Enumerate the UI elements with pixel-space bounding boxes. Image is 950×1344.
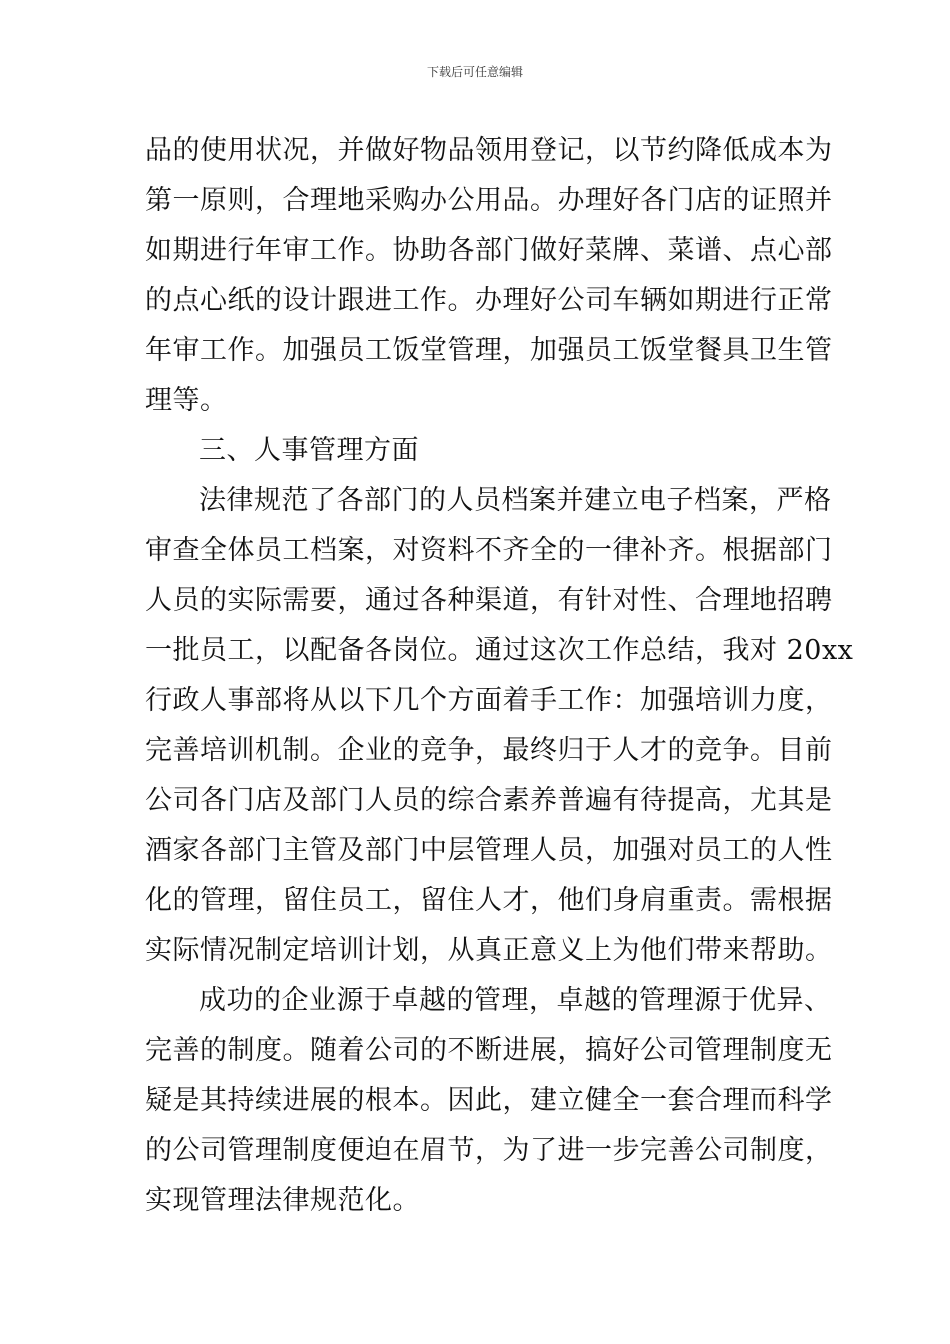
text-line: 化的管理，留住员工，留住人才，他们身肩重责。需根据 [145, 885, 833, 916]
text-line: 公司各门店及部门人员的综合素养普遍有待提高，尤其是 [145, 785, 833, 816]
text-line: 品的使用状况，并做好物品领用登记，以节约降低成本为 [145, 135, 833, 166]
text-line: 一批员工，以配备各岗位。通过这次工作总结，我对 20xx [145, 635, 854, 666]
text-line: 人员的实际需要，通过各种渠道，有针对性、合理地招聘 [145, 585, 833, 616]
text-line: 成功的企业源于卓越的管理，卓越的管理源于优异、 [199, 985, 832, 1016]
text-line: 实际情况制定培训计划，从真正意义上为他们带来帮助。 [145, 935, 833, 966]
text-line: 实现管理法律规范化。 [145, 1185, 420, 1216]
text-line: 酒家各部门主管及部门中层管理人员，加强对员工的人性 [145, 835, 833, 866]
text-line: 完善的制度。随着公司的不断进展，搞好公司管理制度无 [145, 1035, 833, 1066]
text-line: 行政人事部将从以下几个方面着手工作：加强培训力度， [145, 685, 833, 716]
text-line: 完善培训机制。企业的竞争，最终归于人才的竞争。目前 [145, 735, 833, 766]
text-line: 的点心纸的设计跟进工作。办理好公司车辆如期进行正常 [145, 285, 833, 316]
section-heading: 三、人事管理方面 [199, 435, 419, 466]
text-line: 如期进行年审工作。协助各部门做好菜牌、菜谱、点心部 [145, 235, 833, 266]
text-line: 疑是其持续进展的根本。因此，建立健全一套合理而科学 [145, 1085, 833, 1116]
text-line: 的公司管理制度便迫在眉节，为了进一步完善公司制度， [145, 1135, 833, 1166]
text-line: 第一原则，合理地采购办公用品。办理好各门店的证照并 [145, 185, 833, 216]
text-line: 理等。 [145, 385, 228, 416]
page-header: 下载后可任意编辑 [426, 65, 523, 79]
text-line: 年审工作。加强员工饭堂管理，加强员工饭堂餐具卫生管 [145, 335, 833, 366]
document-body [145, 126, 854, 1226]
text-line: 审查全体员工档案，对资料不齐全的一律补齐。根据部门 [145, 535, 833, 566]
text-line: 法律规范了各部门的人员档案并建立电子档案，严格 [199, 485, 832, 516]
